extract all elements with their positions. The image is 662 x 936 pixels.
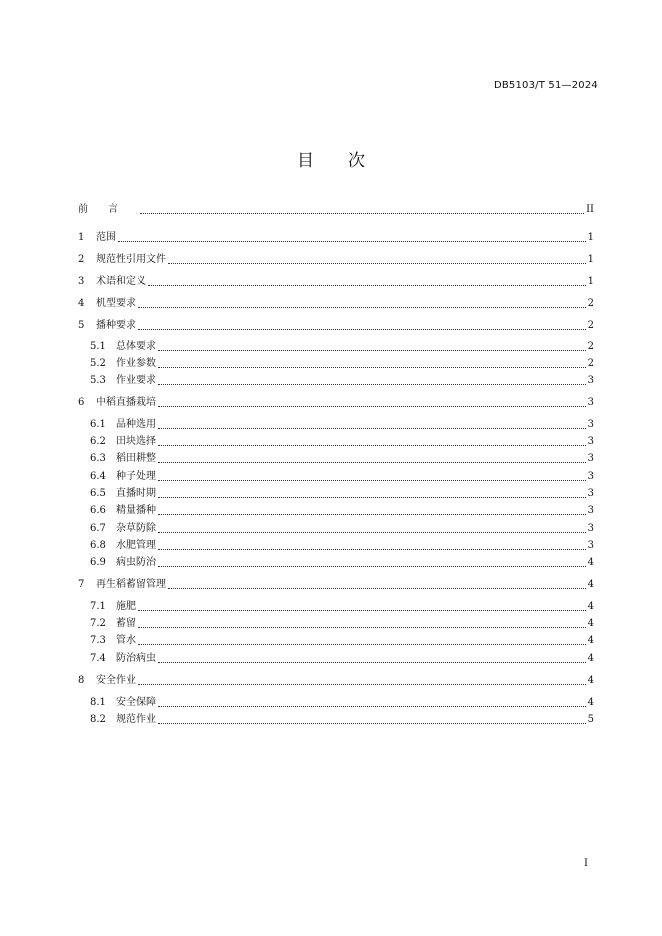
toc-entry-number: 8.2 [90,714,106,725]
toc-entry[interactable] [90,418,594,432]
dot-leader [118,240,586,242]
toc-entry[interactable] [78,275,594,289]
toc-entry-label: 机型要求 [96,298,136,309]
dot-leader [158,513,586,515]
toc-entry[interactable] [90,652,594,666]
toc-entry[interactable] [78,674,594,688]
toc-entry-page: 3 [587,419,594,430]
toc-entry-label: 作业参数 [116,358,156,369]
toc-entry-page: 1 [587,254,594,265]
toc-entry-number: 6.7 [90,523,106,534]
dot-leader [158,531,586,533]
toc-entry-label: 前言 [78,204,138,215]
toc-entry-label: 管水 [116,635,136,646]
toc-entry[interactable] [90,713,594,727]
dot-leader [158,383,586,385]
page-number: I [584,858,588,869]
toc-entry[interactable] [90,487,594,501]
toc-entry-label: 品种选用 [116,419,156,430]
toc-entry-page: 4 [587,675,594,686]
toc-entry-page: 3 [587,436,594,447]
dot-leader [158,349,586,351]
toc-entry-number: 6.1 [90,419,106,430]
toc-entry-page: 4 [587,635,594,646]
toc-entry[interactable] [90,435,594,449]
toc-entry-number: 8 [78,675,85,686]
dot-leader [168,262,586,264]
toc-entry-number: 3 [78,276,85,287]
toc-entry-page: 2 [587,341,594,352]
toc-entry[interactable] [90,696,594,710]
dot-leader [158,427,586,429]
toc-entry-label: 总体要求 [116,341,156,352]
dot-leader [138,643,586,645]
toc-entry-page: 4 [587,697,594,708]
toc-entry[interactable] [78,396,594,410]
toc-entry-page: 4 [587,579,594,590]
dot-leader [158,661,586,663]
toc-entry-number: 1 [78,232,85,243]
toc-entry[interactable] [90,374,594,388]
document-code: DB5103/T 51—2024 [493,80,598,91]
toc-entry-label: 规范性引用文件 [96,254,166,265]
toc-entry-number: 5 [78,320,85,331]
toc-entry-number: 7 [78,579,85,590]
toc-entry-page: 4 [587,557,594,568]
page-title: 目次 [297,151,399,171]
toc-entry[interactable] [90,617,594,631]
toc-entry-number: 6.6 [90,505,106,516]
toc-entry-label: 规范作业 [116,714,156,725]
toc-entry-label: 防治病虫 [116,653,156,664]
dot-leader [138,328,586,330]
toc-entry-number: 5.2 [90,358,106,369]
toc-entry[interactable] [90,504,594,518]
toc-entry-label: 术语和定义 [96,276,146,287]
toc-entry-page: 4 [587,618,594,629]
toc-entry[interactable] [90,452,594,466]
toc-entry-page: 2 [587,358,594,369]
dot-leader [158,479,586,481]
toc-entry-page: 4 [587,653,594,664]
toc-entry-page: 3 [587,375,594,386]
toc-entry-number: 6.9 [90,557,106,568]
dot-leader [158,444,586,446]
toc-entry-label: 病虫防治 [116,557,156,568]
toc-entry-page: 3 [587,471,594,482]
toc-entry[interactable] [90,556,594,570]
dot-leader [158,565,586,567]
toc-entry-label: 稻田耕整 [116,453,156,464]
toc-entry[interactable] [90,522,594,536]
toc-entry[interactable] [90,470,594,484]
toc-entry-number: 4 [78,298,85,309]
dot-leader [140,212,584,214]
toc-entry-page: 5 [587,714,594,725]
toc-entry-label: 施肥 [116,601,136,612]
toc-entry-page: 3 [587,523,594,534]
dot-leader [158,405,586,407]
dot-leader [158,548,586,550]
toc-entry-label: 直播时期 [116,488,156,499]
toc-entry[interactable] [90,340,594,354]
toc-entry-label: 安全作业 [96,675,136,686]
toc-entry-label: 水肥管理 [116,540,156,551]
toc-entry[interactable] [90,539,594,553]
toc-entry[interactable] [90,357,594,371]
toc-entry[interactable] [78,297,594,311]
toc-entry[interactable] [78,203,594,217]
toc-entry-label: 作业要求 [116,375,156,386]
toc-entry-number: 6.4 [90,471,106,482]
toc-entry-number: 7.1 [90,601,106,612]
dot-leader [138,306,586,308]
dot-leader [158,496,586,498]
toc-entry-page: 3 [587,488,594,499]
toc-entry[interactable] [78,231,594,245]
toc-entry-page: 2 [587,320,594,331]
toc-entry-number: 6.2 [90,436,106,447]
dot-leader [168,587,586,589]
dot-leader [158,461,586,463]
toc-entry-number: 6 [78,397,85,408]
toc-entry-page: 2 [587,298,594,309]
toc-entry-label: 蓄留 [116,618,136,629]
toc-entry[interactable] [78,253,594,267]
toc-entry-label: 中稻直播栽培 [96,397,156,408]
dot-leader [138,609,586,611]
toc-entry-label: 播种要求 [96,320,136,331]
toc-entry-number: 6.3 [90,453,106,464]
toc-entry-number: 5.1 [90,341,106,352]
toc-entry-page: 4 [587,601,594,612]
toc-entry-label: 精量播种 [116,505,156,516]
toc-entry-page: II [586,204,594,215]
dot-leader [138,626,586,628]
toc-entry-label: 范围 [96,232,116,243]
dot-leader [138,683,586,685]
toc-entry[interactable] [78,578,594,592]
toc-entry-page: 3 [587,397,594,408]
dot-leader [148,284,586,286]
toc-entry-label: 田块选择 [116,436,156,447]
toc-entry-number: 7.4 [90,653,106,664]
toc-entry-label: 杂草防除 [116,523,156,534]
toc-entry[interactable] [90,600,594,614]
toc-entry-page: 3 [587,505,594,516]
toc-entry-number: 2 [78,254,85,265]
toc-entry-number: 6.5 [90,488,106,499]
toc-entry-number: 7.2 [90,618,106,629]
toc-entry-number: 7.3 [90,635,106,646]
toc-entry-number: 8.1 [90,697,106,708]
toc-entry-page: 3 [587,540,594,551]
dot-leader [158,722,586,724]
toc-entry-number: 6.8 [90,540,106,551]
toc-entry[interactable] [90,634,594,648]
dot-leader [158,705,586,707]
toc-entry-page: 3 [587,453,594,464]
toc-entry-label: 安全保障 [116,697,156,708]
toc-entry-page: 1 [587,232,594,243]
toc-entry-label: 再生稻蓄留管理 [96,579,166,590]
dot-leader [158,366,586,368]
toc-entry-page: 1 [587,276,594,287]
toc-entry-label: 种子处理 [116,471,156,482]
toc-entry[interactable] [78,319,594,333]
toc-entry-number: 5.3 [90,375,106,386]
